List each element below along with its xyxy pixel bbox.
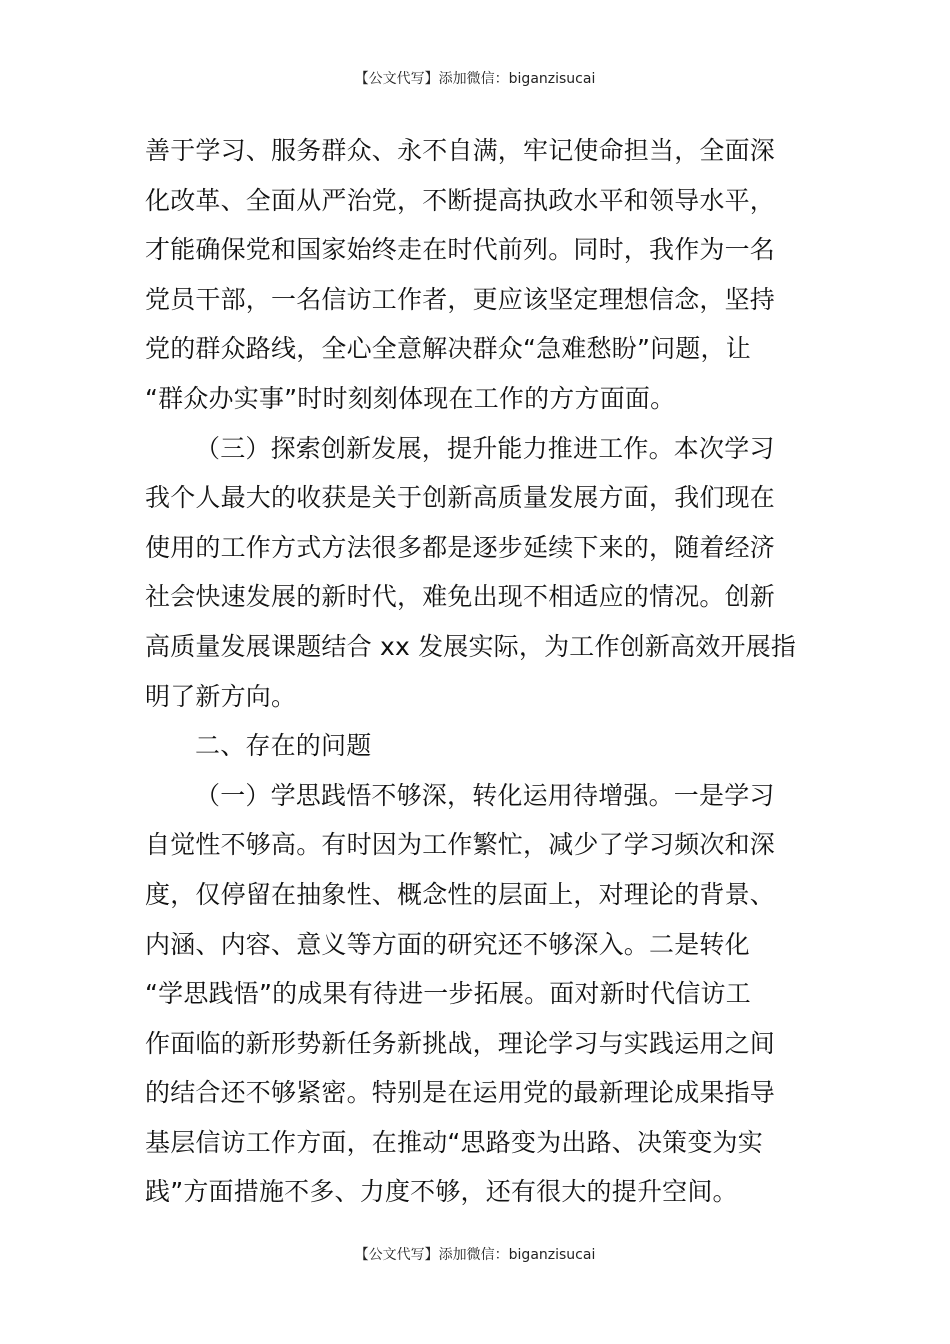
paragraph-line: 化改革、全面从严治党，不断提高执政水平和领导水平，	[145, 185, 776, 215]
paragraph-line: 才能确保党和国家始终走在时代前列。同时，我作为一名	[145, 235, 776, 265]
paragraph-line: 高质量发展课题结合 xx 发展实际，为工作创新高效开展指	[145, 631, 797, 661]
paragraph-line: 的结合还不够紧密。特别是在运用党的最新理论成果指导	[145, 1078, 776, 1108]
paragraph-line: “群众办实事”时时刻刻体现在工作的方方面面。	[145, 383, 676, 413]
paragraph-line: 善于学习、服务群众、永不自满，牢记使命担当，全面深	[145, 136, 776, 165]
page-footer: 【公文代写】添加微信：biganzisucai	[354, 1247, 596, 1263]
paragraph-line: 自觉性不够高。有时因为工作繁忙，减少了学习频次和深	[145, 830, 776, 860]
paragraph-line: 党的群众路线，全心全意解决群众“急难愁盼”问题，让	[145, 334, 751, 364]
paragraph-line: 社会快速发展的新时代，难免出现不相适应的情况。创新	[145, 582, 776, 612]
paragraph-line: 我个人最大的收获是关于创新高质量发展方面，我们现在	[145, 483, 776, 513]
paragraph-line: 作面临的新形势新任务新挑战，理论学习与实践运用之间	[145, 1028, 776, 1058]
paragraph-line: 内涵、内容、意义等方面的研究还不够深入。二是转化	[145, 929, 750, 959]
paragraph-line: （三）探索创新发展，提升能力推进工作。本次学习	[195, 433, 775, 463]
paragraph-line: 践”方面措施不多、力度不够，还有很大的提升空间。	[145, 1177, 738, 1207]
paragraph-line: 度，仅停留在抽象性、概念性的层面上，对理论的背景、	[145, 879, 776, 909]
paragraph-line: 使用的工作方式方法很多都是逐步延续下来的，随着经济	[145, 532, 776, 562]
paragraph-line: 党员干部，一名信访工作者，更应该坚定理想信念，坚持	[145, 284, 776, 314]
paragraph-line: 基层信访工作方面，在推动“思路变为出路、决策变为实	[145, 1127, 763, 1157]
page-header: 【公文代写】添加微信：biganzisucai	[354, 71, 596, 87]
section-heading: 二、存在的问题	[195, 731, 372, 761]
document-body	[145, 126, 807, 1217]
paragraph-line: “学思践悟”的成果有待进一步拓展。面对新时代信访工	[145, 979, 751, 1009]
paragraph-line: 明了新方向。	[145, 681, 297, 711]
paragraph-line: （一）学思践悟不够深，转化运用待增强。一是学习	[195, 780, 775, 810]
